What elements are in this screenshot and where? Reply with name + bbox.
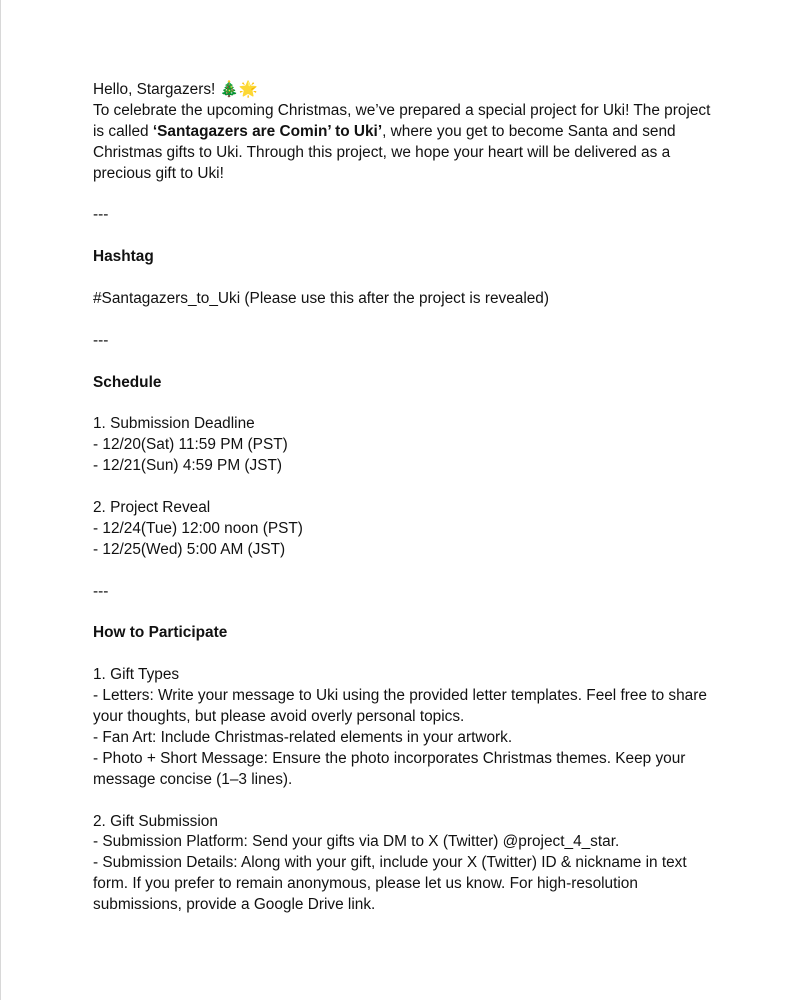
hashtag-text: #Santagazers_to_Uki (Please use this after the project is revealed) — [93, 290, 549, 308]
greeting: Hello, Stargazers! 🎄🌟 — [93, 81, 258, 98]
project-reveal-title: 2. Project Reveal — [93, 499, 211, 517]
submission-deadline-jst: - 12/21(Sun) 4:59 PM (JST) — [93, 457, 283, 475]
document-body — [93, 80, 713, 916]
submission-platform: - Submission Platform: Send your gifts via DM to X (Twitter) @project_4_star. — [93, 833, 620, 851]
intro-after: , where you get to become Santa and send Christmas gifts to Uki. Through this project, we hope your heart will be delivered as a precious gift to Uki! — [93, 122, 680, 182]
divider: --- — [93, 206, 109, 224]
gift-type-photo: - Photo + Short Message: Ensure the photo incorporates Christmas themes. Keep your message concise (1–3 lines). — [93, 749, 690, 788]
divider: --- — [93, 331, 109, 349]
project-name: ‘Santagazers are Comin’ to Uki’ — [152, 122, 383, 140]
gift-type-fan-art: - Fan Art: Include Christmas-related elements in your artwork. — [93, 728, 513, 746]
hashtag-heading: Hashtag — [93, 248, 154, 266]
project-reveal-jst: - 12/25(Wed) 5:00 AM (JST) — [93, 540, 286, 558]
schedule-heading: Schedule — [93, 373, 162, 391]
divider: --- — [93, 582, 109, 600]
project-reveal-pst: - 12/24(Tue) 12:00 noon (PST) — [93, 519, 303, 537]
gift-type-letters: - Letters: Write your message to Uki using the provided letter templates. Feel free to share your thoughts, but please avoid overly personal topics. — [93, 687, 712, 726]
submission-deadline-pst: - 12/20(Sat) 11:59 PM (PST) — [93, 436, 288, 454]
gift-submission-title: 2. Gift Submission — [93, 812, 218, 830]
submission-details: - Submission Details: Along with your gift, include your X (Twitter) ID & nickname in text form. If you prefer to remain anonymous, please let us know. For high-resolution submissions, provide a Google Drive link. — [93, 854, 691, 914]
submission-deadline-title: 1. Submission Deadline — [93, 415, 255, 433]
page-edge — [0, 0, 1, 1000]
intro-before: To celebrate the upcoming Christmas, we’ve prepared a special project for Uki! The project is called — [93, 101, 715, 140]
gift-types-title: 1. Gift Types — [93, 666, 180, 684]
participate-heading: How to Participate — [93, 624, 228, 642]
intro-paragraph — [93, 101, 713, 185]
